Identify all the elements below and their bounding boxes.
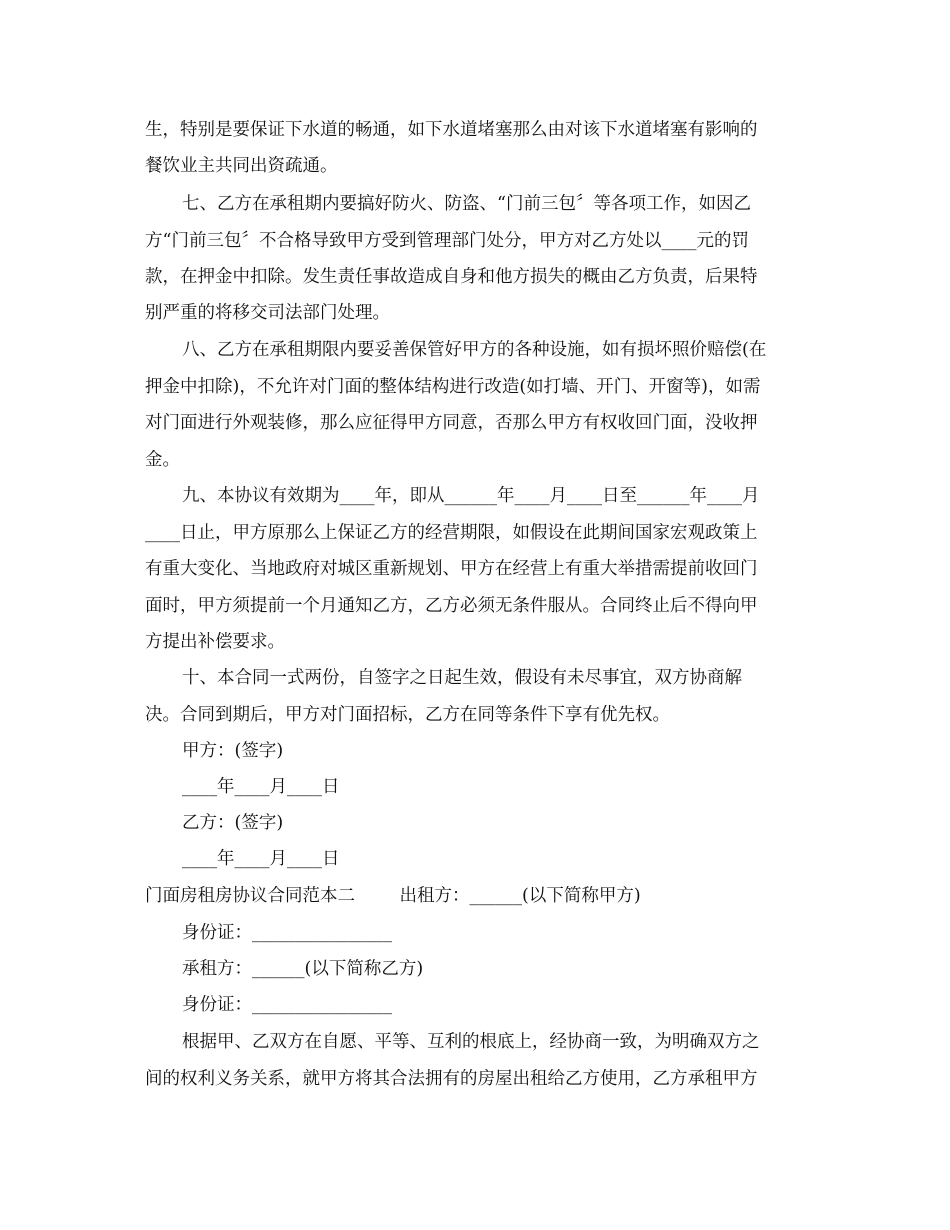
lessee-line: 承租方：______(以下简称乙方) [182,959,424,979]
paragraph-line: 款，在押金中扣除。发生责任事故造成自身和他方损失的概由乙方负责，后果特 [145,267,758,287]
paragraph-line: 对门面进行外观装修，那么应征得甲方同意，否那么甲方有权收回门面，没收押 [145,413,758,433]
clause-nine-line: 九、本协议有效期为____年，即从______年____月____日至______年____月 [182,486,760,506]
paragraph-line: 别严重的将移交司法部门处理。 [145,303,390,323]
paragraph-line: 餐饮业主共同出资疏通。 [145,156,338,176]
lessee-id-line: 身份证：________________ [182,995,392,1015]
party-a-signature: 甲方：(签字) [182,741,284,761]
paragraph-line: 面时，甲方须提前一个月通知乙方，乙方必须无条件服从。合同终止后不得向甲 [145,596,758,616]
clause-seven-line: 七、乙方在承租期内要搞好防火、防盗、“门前三包〞等各项工作，如因乙 [182,194,751,214]
paragraph-line: 押金中扣除)，不允许对门面的整体结构进行改造(如打墙、开门、开窗等)，如需 [145,377,761,397]
clause-eight-line: 八、乙方在承租期限内要妥善保管好甲方的各种设施，如有损坏照价赔偿(在 [182,340,767,360]
party-a-date: ____年____月____日 [182,777,340,797]
clause-ten-line: 十、本合同一式两份，自签字之日起生效，假设有未尽事宜，双方协商解 [182,668,742,688]
paragraph-line: 方“门前三包〞不合格导致甲方受到管理部门处分，甲方对乙方处以____元的罚 [145,231,749,251]
paragraph-line: 有重大变化、当地政府对城区重新规划、甲方在经营上有重大举措需提前收回门 [145,559,758,579]
party-b-signature: 乙方：(签字) [182,813,284,833]
contract-two-title: 门面房租房协议合同范本二 出租方：______(以下简称甲方) [145,886,641,906]
lessor-id-line: 身份证：________________ [182,923,392,943]
preamble-line: 根据甲、乙双方在自愿、平等、互利的根底上，经协商一致，为明确双方之 [182,1032,760,1052]
paragraph-line: 间的权利义务关系，就甲方将其合法拥有的房屋出租给乙方使用，乙方承租甲方 [145,1069,758,1089]
paragraph-line: ____日止，甲方原那么上保证乙方的经营期限，如假设在此期间国家宏观政策上 [145,523,758,543]
paragraph-line: 金。 [145,450,180,470]
paragraph-line: 方提出补偿要求。 [145,632,285,652]
paragraph-line: 生，特别是要保证下水道的畅通，如下水道堵塞那么由对该下水道堵塞有影响的 [145,120,758,140]
party-b-date: ____年____月____日 [182,849,340,869]
paragraph-line: 决。合同到期后，甲方对门面招标，乙方在同等条件下享有优先权。 [145,705,670,725]
